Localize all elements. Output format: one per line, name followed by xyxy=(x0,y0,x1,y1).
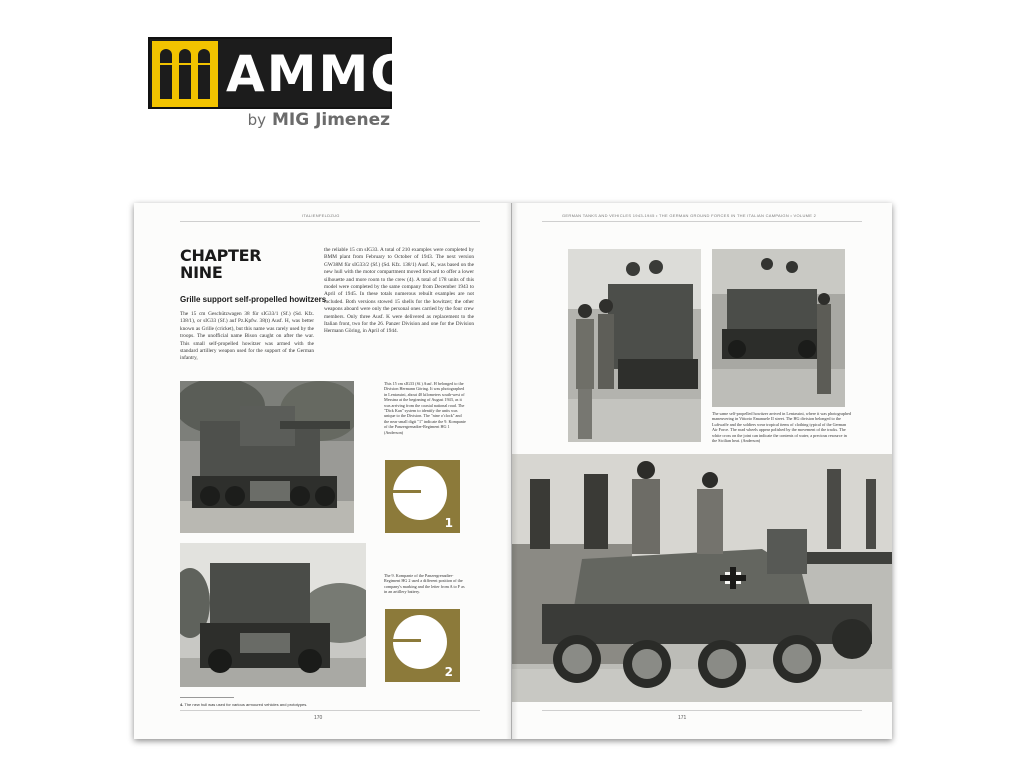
right-page xyxy=(512,203,892,739)
bullet-icon xyxy=(179,49,191,101)
logo-wordmark: AMMO xyxy=(226,45,415,103)
emblem-number: 2 xyxy=(444,665,453,679)
marking-disc-icon xyxy=(393,615,447,669)
ammo-logo xyxy=(148,37,415,130)
footnote xyxy=(180,702,307,707)
logo-brand: MIG Jimenez xyxy=(271,110,390,130)
caption-photo-1: This 15 cm sIG33 (Sf.) Ausf. H belonged to the Division Hermann Göring. It was photographed in Lentassini, about 40 kilometers south-west of Messina at the beginning of August 1943, as it was arriving from the coastal national road. The "Dick Kan" system to identify the units was unique to the Division. The "nine o'clock" and the near small digit "1" indicate the 9. Kompanie of the Panzergrenadier-Regiment HG 1 (Anderson) xyxy=(384,381,466,435)
chapter-label: CHAPTER xyxy=(180,246,262,265)
footnote-text: The new hull was used for various armoured vehicles and prototypes. xyxy=(184,702,308,707)
photo-grille-front xyxy=(180,381,354,533)
chapter-number: NINE xyxy=(180,263,223,282)
logo-badge xyxy=(148,37,415,109)
logo-bullets-panel xyxy=(152,41,218,107)
running-head-right: GERMAN TANKS AND VEHICLES 1943-1945 • THE GERMAN GROUND FORCES IN THE ITALIAN CAMPAIGN • VOLUME 2 xyxy=(562,213,817,218)
body-column-2: the reliable 15 cm sIG33. A total of 210 examples were completed by BMM plant from February to October of 1943. The next version GW38M für sIG33/2 (Sf.) (Sd. Kfz. 138/1) Ausf. K, was based on the new hull with the motor compartment moved forward to offer a lower silhouette and more room to the crew (4). A total of 178 units of this model were completed by the same company from December 1943 to April of 1945. In these totals numerous rebuilt examples are not included. Both versions stowed 15 shells for the howitzer; the other weapons aboard were only the personal ones carried by the four crew members. Only three Ausf. K were delivered as replacement to the Italian front, two for the 26. Panzer Division and one for the Division Hermann Göring, in April of 1944. xyxy=(324,247,474,335)
head-rule xyxy=(180,221,480,222)
chapter-title xyxy=(180,247,261,281)
footnote-rule xyxy=(180,697,234,698)
bullet-icon xyxy=(198,49,210,101)
folio-rule xyxy=(180,710,480,711)
photo-grille-rear xyxy=(180,543,366,687)
caption-photo-2: The 9. Kompanie of the Panzergrenadier-Regiment HG 2 used a different position of the company's marking and the letter from A to F as in an artillery battery. xyxy=(384,573,465,595)
marking-clock-hand xyxy=(393,639,421,642)
company-marking-emblem-1 xyxy=(385,460,460,533)
folio-rule xyxy=(542,710,862,711)
left-page xyxy=(134,203,512,739)
logo-byline xyxy=(248,110,390,130)
company-marking-emblem-2 xyxy=(385,609,460,682)
book-spread xyxy=(134,203,892,739)
emblem-number: 1 xyxy=(444,516,453,530)
photo-crew-with-grille xyxy=(568,249,701,442)
caption-right-page: The same self-propelled howitzer arrived in Lentassini, where it was photographed maneuvering in Vittorio Emanuele II street. The HG division belonged to the Luftwaffe and the soldiers wear tropical items of clothing typical of the German Air Force. The road wheels appear polished by the movement of the tracks. The white cross on the joint can indicate the contents of water, a precious resource in the Sicilian heat. (Anderson) xyxy=(712,411,851,444)
book-gutter xyxy=(506,203,518,739)
photo-grille-crew-large xyxy=(512,454,892,702)
marking-clock-hand xyxy=(393,490,421,493)
page-number-left: 170 xyxy=(314,715,323,721)
bullet-icon xyxy=(160,49,172,101)
head-rule xyxy=(542,221,862,222)
footnote-number: 4. xyxy=(180,702,184,707)
section-title: Grille support self-propelled howitzers xyxy=(180,295,327,304)
body-column-1: The 15 cm Geschützwagen 38 für sIG33/1 (Sf.) (Sd. Kfz. 138/1), or sIG33 (Sf.) auf Pz.Kpfw. 38(t) Ausf. H, was better known as Grille (cricket), but this name was rarely used by the troops. The unofficial name Bison caught on after the war. This small self-propelled howitzer was armed with the standard artillery weapon used for the support of the German infantry, xyxy=(180,311,314,362)
page-number-right: 171 xyxy=(678,715,687,721)
logo-by: by xyxy=(247,111,267,129)
marking-disc-icon xyxy=(393,466,447,520)
running-head-left: ITALIENFELDZUG xyxy=(302,213,340,218)
photo-grille-street xyxy=(712,249,845,407)
